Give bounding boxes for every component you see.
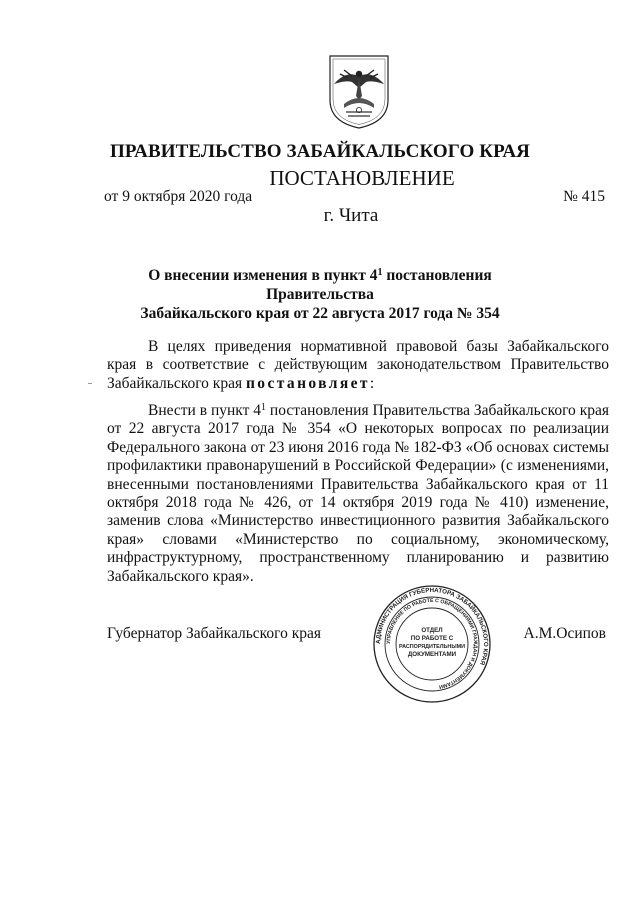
decree-text-start: Внести в пункт 4 <box>148 402 262 419</box>
signatory-name: А.М.Осипов <box>523 625 606 642</box>
decree-keyword: постановляет <box>245 374 370 392</box>
document-date: от 9 октября 2020 года <box>104 188 253 205</box>
office-stamp <box>370 584 494 704</box>
decree-text-body: постановления Правительства Забайкальского края от 22 августа 2017 года № 354 «О некоторых вопросах по реализации Федерального закона от 23 июня 2016 года № 182-ФЗ «Об основах системы профилактики правонарушений в Российской Федерации» (с изменениями, внесенными постановлениями Правительства Забайкальского края от 11 октября 2018 года № 426, от 14 октября 2019 года № 410) изменение, заменив слова «Министерство инвестиционного развития Забайкальского края» словами «Министерство по социальному, экономическому, инфраструктурному, пространственному планированию и развитию Забайкальского края». <box>107 402 609 585</box>
stamp-center-line2: ПО РАБОТЕ С <box>410 635 454 642</box>
stamp-inner-ring-text: УПРАВЛЕНИЕ ПО РАБОТЕ С ОБРАЩЕНИЯМИ ГРАЖДАН И ДОКУМЕНТАМИ <box>385 597 479 690</box>
coat-of-arms-emblem <box>326 52 392 130</box>
signatory-title: Губернатор Забайкальского края <box>107 625 322 642</box>
document-city: г. Чита <box>323 205 379 226</box>
subject-line1-end: постановления Правительства <box>266 267 492 303</box>
organization-title: ПРАВИТЕЛЬСТВО ЗАБАЙКАЛЬСКОГО КРАЯ <box>109 141 530 162</box>
stamp-center-line3: РАСПОРЯДИТЕЛЬНЫМИ <box>399 644 465 650</box>
document-number: № 415 <box>563 188 605 205</box>
decree-superscript: 1 <box>261 402 267 413</box>
document-subject <box>120 266 520 323</box>
stamp-center-line4: ДОКУМЕНТАМИ <box>407 651 457 658</box>
subject-superscript: 1 <box>377 267 383 278</box>
subject-line1-start: О внесении изменения в пункт 4 <box>148 267 378 284</box>
subject-line2: Забайкальского края от 22 августа 2017 года № 354 <box>140 305 500 322</box>
preamble-paragraph <box>107 338 609 393</box>
preamble-colon: : <box>369 374 375 392</box>
decree-paragraph <box>107 402 609 586</box>
stamp-center-line1: ОТДЕЛ <box>421 627 443 634</box>
margin-mark <box>88 383 92 384</box>
stamp-outer-ring-text: АДМИНИСТРАЦИЯ ГУБЕРНАТОРА ЗАБАЙКАЛЬСКОГО КРАЯ <box>374 586 490 666</box>
document-type: ПОСТАНОВЛЕНИЕ <box>269 166 455 190</box>
preamble-text: В целях приведения нормативной правовой базы Забайкальского края в соответствие с действующим законодательством Правительство Забайкальского края <box>107 338 609 392</box>
